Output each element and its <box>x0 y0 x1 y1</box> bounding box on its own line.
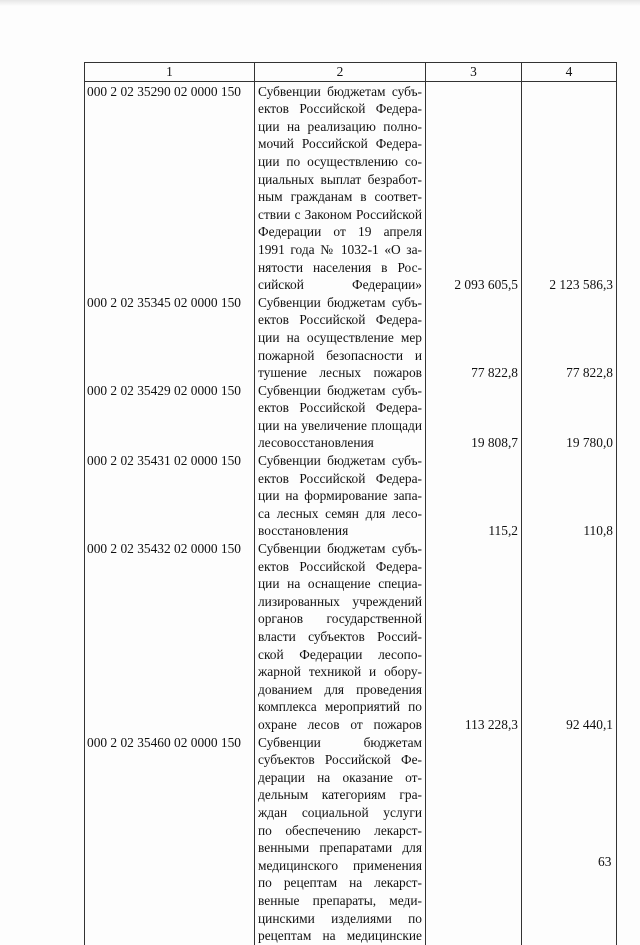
amount-column-3 <box>426 734 522 945</box>
amount-column-3: 115,2 <box>426 452 522 540</box>
table-row <box>85 382 617 452</box>
amount-column-3: 113 228,3 <box>426 540 522 734</box>
description-line: ектов Российской Федера- <box>258 400 422 416</box>
revenue-description <box>255 294 426 382</box>
description-line: по рецептам на лекарст- <box>258 875 422 891</box>
revenue-description <box>255 540 426 734</box>
description-line: циальных выплат безработ- <box>258 171 422 187</box>
column-header-3: 3 <box>426 63 522 82</box>
amount-column-4: 2 123 586,3 <box>522 81 617 294</box>
budget-classification-code: 000 2 02 35429 02 0000 150 <box>85 382 255 452</box>
description-line: дельным категориям гра- <box>258 787 422 803</box>
table-row <box>85 540 617 734</box>
description-line: жарной техникой и обору- <box>258 664 422 680</box>
description-line: Субвенции бюджетам субъ- <box>258 453 422 469</box>
description-line: Субвенции бюджетам субъ- <box>258 294 422 310</box>
revenue-description <box>255 382 426 452</box>
column-header-4: 4 <box>522 63 617 82</box>
description-line: власти субъектов Россий- <box>258 629 422 644</box>
revenue-description <box>255 452 426 540</box>
table-row <box>85 734 617 945</box>
description-line: ции на увеличение площади <box>258 417 422 433</box>
description-line: комплекса мероприятий по <box>258 699 422 715</box>
description-line: 1991 года № 1032-1 «О за- <box>258 241 422 257</box>
description-line: ской Федерации лесопо- <box>258 646 422 662</box>
description-line: ным гражданам в соответ- <box>258 189 422 205</box>
description-line: ции на оснащение специа- <box>258 576 422 592</box>
column-number-header-row <box>85 63 617 82</box>
description-line: органов государственной <box>258 611 422 627</box>
description-line: Федерации от 19 апреля <box>258 224 422 240</box>
description-line: ектов Российской Федера- <box>258 470 422 486</box>
amount-column-3: 19 808,7 <box>426 382 522 452</box>
description-line: дерации на оказание от- <box>258 769 422 785</box>
description-line: Субвенции бюджетам <box>258 734 422 750</box>
description-line: цинскими изделиями по <box>258 910 422 926</box>
description-line: дованием для проведения <box>258 681 422 697</box>
amount-column-4: 92 440,1 <box>522 540 617 734</box>
description-line: ции на реализацию полно- <box>258 118 422 134</box>
description-line: Субвенции бюджетам субъ- <box>258 541 422 557</box>
description-line: лизированных учреждений <box>258 593 422 609</box>
description-line: мочий Российской Федера- <box>258 136 422 152</box>
amount-column-4 <box>522 734 617 945</box>
table-row <box>85 81 617 294</box>
description-line: сийской Федерации» <box>258 277 422 293</box>
description-line: венные препараты, меди- <box>258 892 422 908</box>
revenue-description <box>255 81 426 294</box>
description-line: ствии с Законом Российской <box>258 206 422 222</box>
description-line: охране лесов от пожаров <box>258 716 422 732</box>
budget-classification-code: 000 2 02 35290 02 0000 150 <box>85 81 255 294</box>
description-line: венными препаратами для <box>258 840 422 856</box>
amount-column-3: 2 093 605,5 <box>426 81 522 294</box>
description-line: ции на осуществление мер <box>258 329 422 345</box>
budget-revenue-table <box>84 62 617 945</box>
description-line: са лесных семян для лесо- <box>258 505 422 521</box>
description-line: ждан социальной услуги <box>258 804 422 820</box>
revenue-description <box>255 734 426 945</box>
description-line: ции по осуществлению со- <box>258 153 422 169</box>
description-line: пожарной безопасности и <box>258 347 422 363</box>
description-line: субъектов Российской Фе- <box>258 752 422 768</box>
description-line: восстановления <box>258 523 349 539</box>
budget-classification-code: 000 2 02 35345 02 0000 150 <box>85 294 255 382</box>
page-number: 63 <box>598 854 612 869</box>
table-body <box>85 81 617 945</box>
description-line: Субвенции бюджетам субъ- <box>258 382 422 398</box>
description-line: рецептам на медицинские <box>258 928 422 944</box>
amount-column-4: 19 780,0 <box>522 382 617 452</box>
description-line: по обеспечению лекарст- <box>258 822 422 838</box>
description-line: медицинского применения <box>258 857 422 873</box>
amount-column-3: 77 822,8 <box>426 294 522 382</box>
scan-edge-shadow <box>0 0 640 6</box>
table-row <box>85 452 617 540</box>
description-line: ектов Российской Федера- <box>258 558 422 574</box>
amount-column-4: 77 822,8 <box>522 294 617 382</box>
budget-classification-code: 000 2 02 35432 02 0000 150 <box>85 540 255 734</box>
column-header-1: 1 <box>85 63 255 82</box>
description-line: Субвенции бюджетам субъ- <box>258 83 422 99</box>
description-line: ектов Российской Федера- <box>258 101 422 117</box>
description-line: нятости населения в Рос- <box>258 259 422 275</box>
description-line: тушение лесных пожаров <box>258 365 422 381</box>
amount-column-4: 110,8 <box>522 452 617 540</box>
budget-classification-code: 000 2 02 35431 02 0000 150 <box>85 452 255 540</box>
description-line: ции на формирование запа- <box>258 488 422 504</box>
description-line: ектов Российской Федера- <box>258 312 422 328</box>
table-row <box>85 294 617 382</box>
column-header-2: 2 <box>255 63 426 82</box>
description-line: лесовосстановления <box>258 435 374 451</box>
budget-classification-code: 000 2 02 35460 02 0000 150 <box>85 734 255 945</box>
